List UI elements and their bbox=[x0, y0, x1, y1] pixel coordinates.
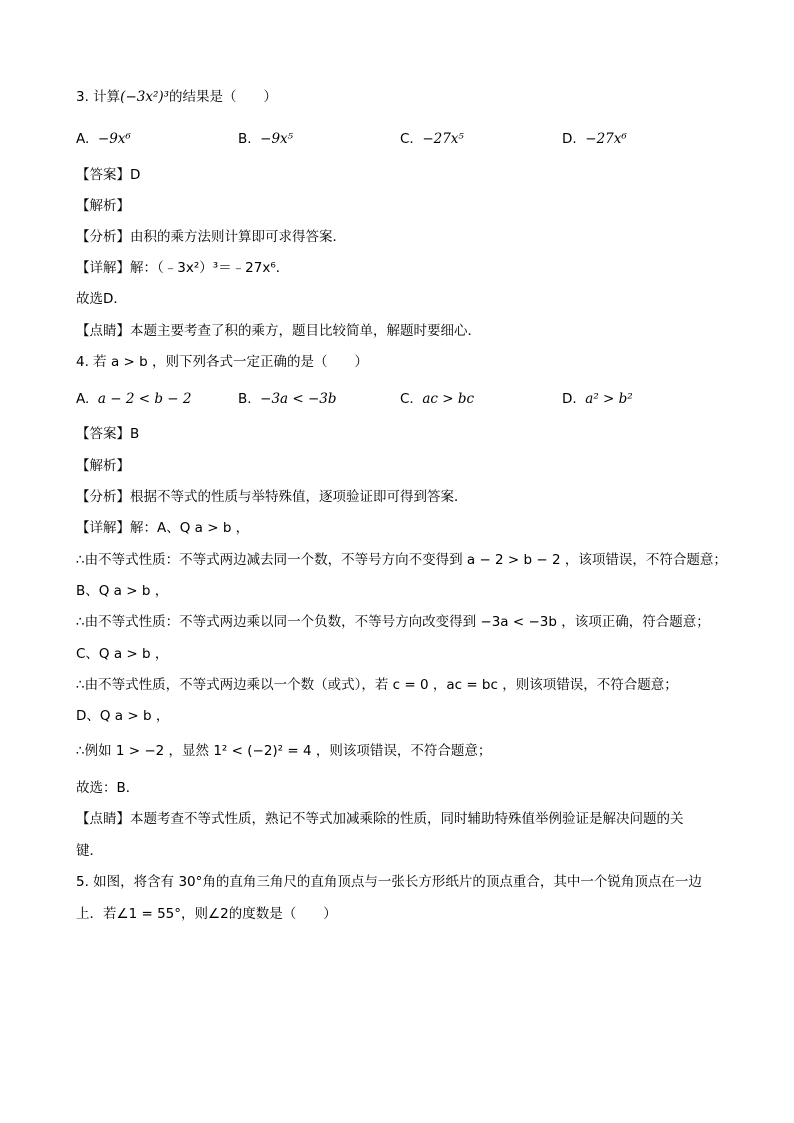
q3-stem-prefix: 3. 计算 bbox=[76, 89, 121, 105]
q5-stem-2: 上．若∠1 = 55°，则∠2的度数是（ ） bbox=[76, 906, 337, 922]
q4-dianjing-1: 【点睛】本题考查不等式性质，熟记不等式加减乘除的性质，同时辅助特殊值举例验证是解决问题的关 bbox=[76, 811, 684, 827]
q3-option-c-label: C. bbox=[400, 131, 414, 147]
q4-fenxi: 【分析】根据不等式的性质与举特殊值，逐项验证即可得到答案． bbox=[76, 489, 468, 505]
q4-stem: 4. 若 a > b ，则下列各式一定正确的是（ ） bbox=[76, 354, 368, 370]
q3-option-c-expr: −27x⁵ bbox=[422, 131, 464, 147]
q4-xiangjie: 【详解】解：A、Q a > b ， bbox=[76, 520, 250, 536]
q3-stem-expr: (−3x²)³ bbox=[120, 89, 170, 105]
q4-option-c-label: C. bbox=[400, 391, 414, 407]
q4-answer: 【答案】B bbox=[76, 426, 140, 442]
q4-option-a-expr: a − 2 < b − 2 bbox=[97, 391, 192, 407]
q3-analysis-heading: 【解析】 bbox=[76, 198, 130, 214]
q3-option-d-expr: −27x⁶ bbox=[585, 131, 627, 147]
q3-fenxi: 【分析】由积的乘方法则计算即可求得答案． bbox=[76, 229, 346, 245]
q3-option-c bbox=[400, 130, 464, 148]
q3-xiangjie: 【详解】解：（﹣3x²）³＝﹣27x⁶． bbox=[76, 260, 290, 276]
q4-option-d-expr: a² > b² bbox=[585, 391, 633, 407]
q4-head-c: C、Q a > b ， bbox=[76, 646, 169, 662]
q3-choice: 故选D． bbox=[76, 291, 127, 307]
q5-stem-1: 5. 如图，将含有 30°角的直角三角尺的直角顶点与一张长方形纸片的顶点重合，其中一个锐角顶点在一边 bbox=[76, 874, 702, 890]
q4-option-c bbox=[400, 390, 474, 408]
q4-option-d bbox=[562, 390, 633, 408]
q3-answer: 【答案】D bbox=[76, 167, 141, 183]
q3-option-a-label: A. bbox=[76, 131, 90, 147]
q4-option-a-label: A. bbox=[76, 391, 90, 407]
q3-option-a bbox=[76, 130, 131, 148]
q3-option-b bbox=[238, 130, 293, 148]
q4-head-b: B、Q a > b ， bbox=[76, 583, 169, 599]
q4-option-c-expr: ac > bc bbox=[422, 391, 475, 407]
q4-option-b bbox=[238, 390, 337, 408]
q3-option-b-label: B. bbox=[238, 131, 252, 147]
q3-option-d-label: D. bbox=[562, 131, 577, 147]
q3-option-b-expr: −9x⁵ bbox=[260, 131, 294, 147]
q4-analysis-heading: 【解析】 bbox=[76, 458, 130, 474]
q4-line-d: ∴例如 1 > −2 ，显然 1² < (−2)² = 4 ，则该项错误，不符合题意； bbox=[76, 743, 492, 759]
q4-dianjing-2: 键． bbox=[76, 843, 103, 859]
q4-option-b-label: B. bbox=[238, 391, 252, 407]
q4-line-b: ∴由不等式性质：不等式两边乘以同一个负数，不等号方向改变得到 −3a < −3b ，该项正确，符合题意； bbox=[76, 614, 710, 630]
q3-option-a-expr: −9x⁶ bbox=[97, 131, 131, 147]
q4-line-c: ∴由不等式性质，不等式两边乘以一个数（或式），若 c = 0 ，ac = bc ，则该项错误，不符合题意； bbox=[76, 677, 678, 693]
q4-option-b-expr: −3a < −3b bbox=[260, 391, 337, 407]
q4-option-d-label: D. bbox=[562, 391, 577, 407]
q3-option-d bbox=[562, 130, 627, 148]
q4-choice: 故选：B． bbox=[76, 780, 140, 796]
q3-stem-suffix: 的结果是（ ） bbox=[169, 89, 278, 105]
q4-head-d: D、Q a > b ， bbox=[76, 708, 170, 724]
q3-dianjing: 【点睛】本题主要考查了积的乘方，题目比较简单，解题时要细心． bbox=[76, 323, 481, 339]
q4-line-a: ∴由不等式性质：不等式两边减去同一个数，不等号方向不变得到 a − 2 > b − 2 ，该项错误，不符合题意； bbox=[76, 552, 727, 568]
q4-option-a bbox=[76, 390, 191, 408]
q3-stem bbox=[76, 88, 277, 106]
